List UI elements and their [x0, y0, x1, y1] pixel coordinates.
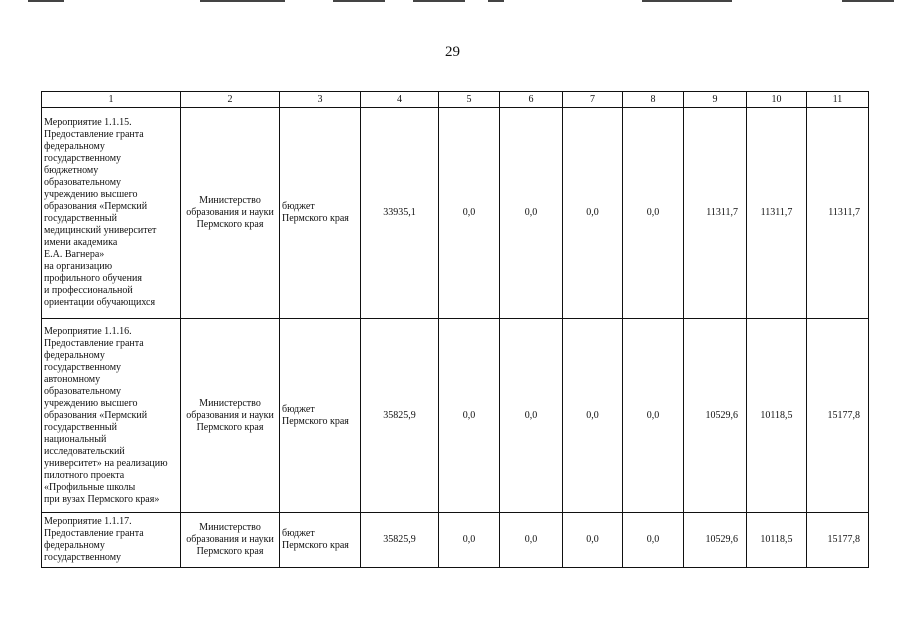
executor-cell: Министерство образования и науки Пермского края	[181, 319, 280, 513]
funding-source-cell: бюджет Пермского края	[280, 108, 361, 319]
measure-description: Мероприятие 1.1.17. Предоставление гранта федеральному государственному	[42, 513, 181, 568]
value-cell: 11311,7	[807, 108, 869, 319]
value-cell: 0,0	[439, 513, 500, 568]
value-cell: 0,0	[439, 319, 500, 513]
page-cutoff	[41, 572, 870, 642]
value-cell: 0,0	[623, 513, 684, 568]
value-cell: 35825,9	[361, 319, 439, 513]
executor-cell: Министерство образования и науки Пермского края	[181, 108, 280, 319]
budget-table	[41, 91, 869, 568]
value-cell: 33935,1	[361, 108, 439, 319]
funding-source-cell: бюджет Пермского края	[280, 319, 361, 513]
executor-cell: Министерство образования и науки Пермского края	[181, 513, 280, 568]
value-cell: 11311,7	[747, 108, 807, 319]
value-cell: 0,0	[439, 108, 500, 319]
value-cell: 10118,5	[747, 319, 807, 513]
value-cell: 10118,5	[747, 513, 807, 568]
value-cell: 0,0	[500, 513, 563, 568]
value-cell: 11311,7	[684, 108, 747, 319]
column-header: 3	[280, 92, 361, 108]
column-header: 6	[500, 92, 563, 108]
funding-source-cell: бюджет Пермского края	[280, 513, 361, 568]
header-row	[42, 92, 869, 108]
value-cell: 0,0	[623, 319, 684, 513]
column-header: 10	[747, 92, 807, 108]
column-header: 9	[684, 92, 747, 108]
value-cell: 35825,9	[361, 513, 439, 568]
measure-description: Мероприятие 1.1.15. Предоставление гранта федеральному государственному бюджетному образовательному учреждению высшего образования «Пермский государственный медицинский университет имени академика Е.А. Вагнера» на организацию профильного обучения и профессиональной ориентации обучающихся	[42, 108, 181, 319]
column-header: 5	[439, 92, 500, 108]
page-number: 29	[445, 44, 460, 60]
table-row	[42, 513, 869, 568]
value-cell: 15177,8	[807, 513, 869, 568]
measure-description: Мероприятие 1.1.16. Предоставление гранта федеральному государственному автономному образовательному учреждению высшего образования «Пермский государственный национальный исследовательский университет» на реализацию пилотного проекта «Профильные школы при вузах Пермского края»	[42, 319, 181, 513]
column-header: 11	[807, 92, 869, 108]
column-header: 4	[361, 92, 439, 108]
column-header: 8	[623, 92, 684, 108]
table-row	[42, 108, 869, 319]
value-cell: 10529,6	[684, 513, 747, 568]
table-row	[42, 319, 869, 513]
value-cell: 0,0	[500, 108, 563, 319]
value-cell: 0,0	[623, 108, 684, 319]
column-header: 1	[42, 92, 181, 108]
value-cell: 0,0	[563, 319, 623, 513]
value-cell: 10529,6	[684, 319, 747, 513]
column-header: 2	[181, 92, 280, 108]
value-cell: 0,0	[500, 319, 563, 513]
value-cell: 0,0	[563, 108, 623, 319]
scan-edge-marks	[0, 0, 905, 4]
value-cell: 15177,8	[807, 319, 869, 513]
value-cell: 0,0	[563, 513, 623, 568]
column-header: 7	[563, 92, 623, 108]
